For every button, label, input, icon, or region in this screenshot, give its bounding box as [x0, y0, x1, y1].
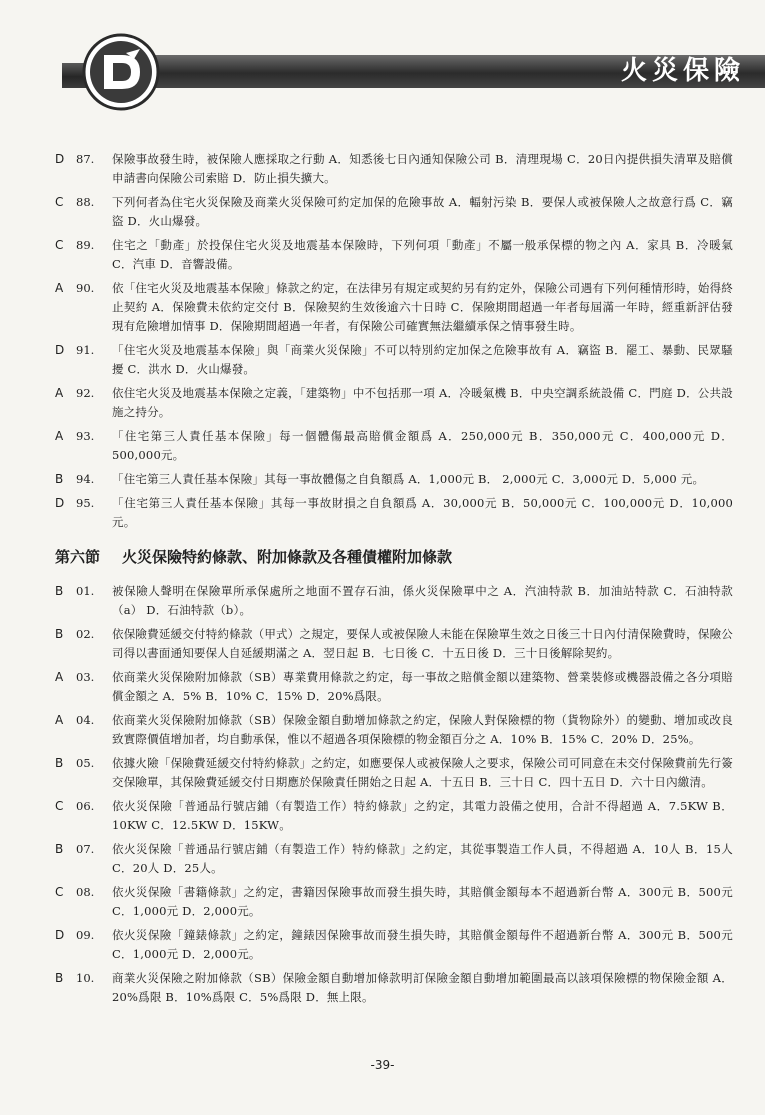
question-text: 依保險費延緩交付特約條款（甲式）之規定，要保人或被保險人未能在保險單生效之日後三十日內付清保險費時，保險公司得以書面通知要保人自延緩期滿之 A．翌日起 B．七日後 C．十五日後 D．三十日後解除契約。	[112, 627, 733, 660]
answer-key: B	[55, 627, 64, 641]
question-text: 保險事故發生時，被保險人應採取之行動 A．知悉後七日內通知保險公司 B．清理現場 C．20日內提供損失清單及賠償申請書向保險公司索賠 D．防止損失擴大。	[112, 152, 733, 185]
question-text: 依火災保險「普通品行號店鋪（有製造工作）特約條款」之約定，其從事製造工作人員，不得超過 A．10人 B．15人 C．20人 D．25人。	[112, 842, 733, 875]
publisher-logo-icon	[82, 33, 160, 111]
header-title: 火災保險	[620, 56, 745, 86]
answer-key: A	[55, 386, 64, 400]
question-item	[0, 711, 765, 749]
question-text: 依商業火災保險附加條款（SB）保險金額自動增加條款之約定，保險人對保險標的物（貨物除外）的變動、增加或改良致實際價值增加者，均自動承保，惟以不超過各項保險標的物金額百分之 A．10% B．15% C．20% D．25%。	[112, 713, 733, 746]
question-item	[0, 384, 765, 422]
answer-key: C	[55, 799, 64, 813]
question-number: 05.	[76, 756, 95, 770]
question-list-part1	[0, 150, 765, 532]
answer-key: A	[55, 281, 64, 295]
page-content	[0, 150, 765, 1012]
question-text: 商業火災保險之附加條款（SB）保險金額自動增加條款明訂保險金額自動增加範圍最高以該項保險標的物保險金額 A．20%爲限 B．10%爲限 C．5%爲限 D．無上限。	[112, 971, 733, 1004]
question-item	[0, 797, 765, 835]
question-number: 10.	[76, 971, 95, 985]
page-header	[0, 0, 765, 130]
answer-key: D	[55, 152, 65, 166]
answer-key: C	[55, 885, 64, 899]
question-item	[0, 427, 765, 465]
question-item	[0, 625, 765, 663]
question-item	[0, 969, 765, 1007]
page-number: -39-	[370, 1058, 395, 1072]
section-heading	[55, 546, 765, 568]
question-text: 依「住宅火災及地震基本保險」條款之約定，在法律另有規定或契約另有約定外，保險公司遇有下列何種情形時，始得終止契約 A．保險費未依約定交付 B．保險契約生效後逾六十日時 C．保險期間超過一年者每屆滿一年時，經重新評估發現有危險增加情事 D．保險期間超過一年者，有保險公司確實無法繼續承保之情事發生時。	[112, 281, 733, 333]
question-text: 「住宅第三人責任基本保險」每一個體傷最高賠償金額爲 A．250,000元 B．350,000元 C．400,000元 D． 500,000元。	[112, 429, 733, 462]
question-number: 07.	[76, 842, 95, 856]
section-number: 第六節	[55, 548, 101, 566]
question-number: 02.	[76, 627, 95, 641]
question-number: 09.	[76, 928, 95, 942]
question-number: 88.	[76, 195, 95, 209]
question-text: 下列何者為住宅火災保險及商業火災保險可約定加保的危險事故 A．輻射污染 B．要保人或被保險人之故意行爲 C．竊盜 D．火山爆發。	[112, 195, 733, 228]
question-text: 依商業火災保險附加條款（SB）專業費用條款之約定，每一事故之賠償金額以建築物、營業裝修或機器設備之各分項賠償金額之 A．5% B．10% C．15% D．20%爲限。	[112, 670, 733, 703]
question-list-part2	[0, 582, 765, 1007]
question-number: 90.	[76, 281, 95, 295]
answer-key: A	[55, 429, 64, 443]
answer-key: B	[55, 842, 64, 856]
question-item	[0, 883, 765, 921]
answer-key: B	[55, 756, 64, 770]
question-number: 06.	[76, 799, 95, 813]
question-text: 「住宅第三人責任基本保險」其每一事故體傷之自負額爲 A．1,000元 B． 2,000元 C．3,000元 D．5,000 元。	[112, 472, 705, 486]
answer-key: D	[55, 343, 65, 357]
question-item	[0, 754, 765, 792]
answer-key: A	[55, 713, 64, 727]
answer-key: B	[55, 472, 64, 486]
question-text: 「住宅第三人責任基本保險」其每一事故財損之自負額爲 A．30,000元 B．50,000元 C．100,000元 D．10,000元。	[112, 496, 733, 529]
question-text: 依火災保險「書籍條款」之約定，書籍因保險事故而發生損失時，其賠償金額每本不超過新台幣 A．300元 B．500元 C．1,000元 D．2,000元。	[112, 885, 733, 918]
question-text: 「住宅火災及地震基本保險」與「商業火災保險」不可以特別約定加保之危險事故有 A．竊盜 B．罷工、暴動、民眾騷擾 C．洪水 D．火山爆發。	[112, 343, 733, 376]
question-item	[0, 470, 765, 489]
question-number: 03.	[76, 670, 95, 684]
question-number: 95.	[76, 496, 95, 510]
question-item	[0, 193, 765, 231]
question-number: 92.	[76, 386, 95, 400]
section-title: 火災保險特約條款、附加條款及各種債權附加條款	[122, 548, 453, 566]
question-number: 94.	[76, 472, 95, 486]
answer-key: C	[55, 238, 64, 252]
question-item	[0, 668, 765, 706]
question-item	[0, 840, 765, 878]
question-text: 住宅之「動產」於投保住宅火災及地震基本保險時，下列何項「動產」不屬一般承保標的物之內 A．家具 B．冷暖氣 C．汽車 D．音響設備。	[112, 238, 733, 271]
answer-key: B	[55, 584, 64, 598]
answer-key: B	[55, 971, 64, 985]
question-text: 被保險人聲明在保險單所承保處所之地面不置存石油，係火災保險單中之 A．汽油特款 B．加油站特款 C．石油特款（a） D．石油特款（b）。	[112, 584, 733, 617]
question-number: 93.	[76, 429, 95, 443]
question-text: 依住宅火災及地震基本保險之定義，「建築物」中不包括那一項 A．冷暖氣機 B．中央空調系統設備 C．門庭 D．公共設施之持分。	[112, 386, 733, 419]
question-text: 依火災保險「鐘錶條款」之約定，鐘錶因保險事故而發生損失時，其賠償金額每件不超過新台幣 A．300元 B．500元 C．1,000元 D．2,000元。	[112, 928, 733, 961]
answer-key: D	[55, 928, 65, 942]
question-text: 依據火險「保險費延緩交付特約條款」之約定，如應要保人或被保險人之要求，保險公司可同意在未交付保險費前先行簽交保險單，其保險費延緩交付日期應於保險責任開始之日起 A．十五日 B．三十日 C．四十五日 D．六十日內繳清。	[112, 756, 733, 789]
question-number: 01.	[76, 584, 95, 598]
question-number: 89.	[76, 238, 95, 252]
answer-key: C	[55, 195, 64, 209]
question-number: 87.	[76, 152, 95, 166]
question-number: 91.	[76, 343, 95, 357]
answer-key: A	[55, 670, 64, 684]
question-item	[0, 582, 765, 620]
question-number: 08.	[76, 885, 95, 899]
question-text: 依火災保險「普通品行號店鋪（有製造工作）特約條款」之約定，其電力設備之使用，合計不得超過 A．7.5KW B．10KW C．12.5KW D．15KW。	[112, 799, 733, 832]
question-item	[0, 279, 765, 336]
question-item	[0, 341, 765, 379]
question-item	[0, 494, 765, 532]
question-item	[0, 236, 765, 274]
question-item	[0, 926, 765, 964]
question-number: 04.	[76, 713, 95, 727]
answer-key: D	[55, 496, 65, 510]
question-item	[0, 150, 765, 188]
